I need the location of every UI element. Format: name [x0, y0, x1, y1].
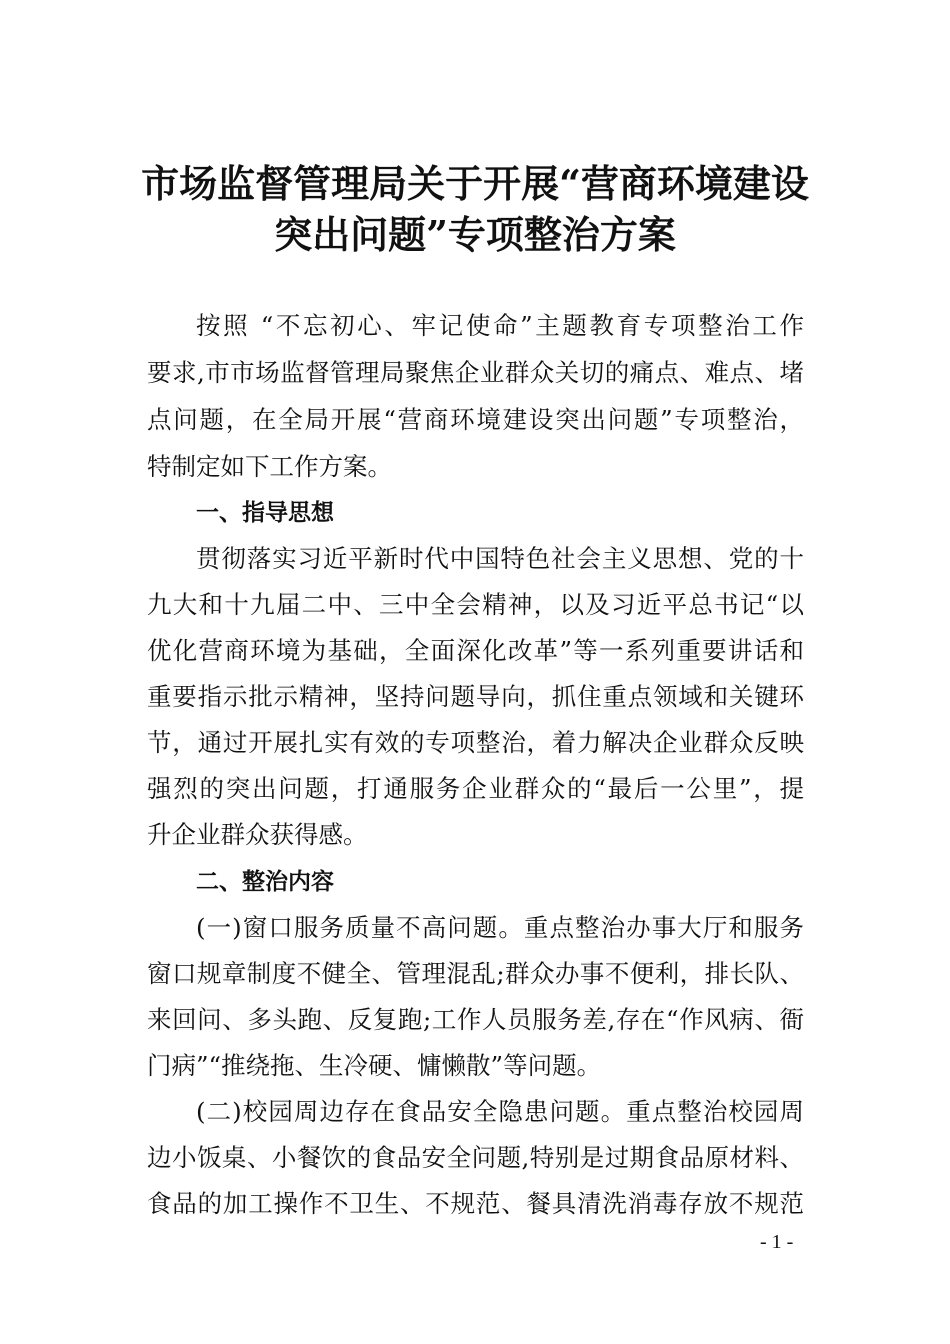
intro-line: 要求,市市场监督管理局聚焦企业群众关切的痛点、难点、堵 [147, 358, 804, 387]
item-1-line: 窗口规章制度不健全、管理混乱;群众办事不便利，排长队、 [147, 959, 804, 988]
section-1-line: 升企业群众获得感。 [147, 820, 368, 849]
item-2-line: (二)校园周边存在食品安全隐患问题。重点整治校园周 [196, 1097, 804, 1126]
intro-line: 特制定如下工作方案。 [147, 452, 392, 481]
item-2-line: 食品的加工操作不卫生、不规范、餐具清洗消毒存放不规范 [147, 1189, 804, 1218]
item-1-line: 来回问、多头跑、反复跑;工作人员服务差,存在“作风病、衙 [147, 1005, 804, 1034]
section-1-line: 九大和十九届二中、三中全会精神，以及习近平总书记“以 [147, 590, 804, 619]
section-2-heading: 二、整治内容 [196, 869, 334, 895]
document-title-line-1: 市场监督管理局关于开展“营商环境建设 [141, 161, 809, 206]
section-1-line: 节，通过开展扎实有效的专项整治，着力解决企业群众反映 [147, 728, 804, 757]
document-title-line-2: 突出问题”专项整治方案 [274, 212, 676, 257]
item-1-line: (一)窗口服务质量不高问题。重点整治办事大厅和服务 [196, 913, 804, 942]
intro-line: 按照 “不忘初心、牢记使命”主题教育专项整治工作 [196, 311, 804, 340]
intro-line: 点问题，在全局开展“营商环境建设突出问题”专项整治， [147, 405, 804, 434]
item-1-line: 门病”“推绕拖、生冷硬、慵懒散”等问题。 [147, 1051, 602, 1080]
item-2-line: 边小饭桌、小餐饮的食品安全问题,特别是过期食品原材料、 [147, 1143, 804, 1172]
page-number: - 1 - [760, 1231, 794, 1253]
section-1-heading: 一、指导思想 [196, 500, 334, 526]
section-1-line: 贯彻落实习近平新时代中国特色社会主义思想、党的十 [196, 544, 804, 573]
section-1-line: 强烈的突出问题，打通服务企业群众的“最后一公里”，提 [147, 774, 804, 803]
section-1-line: 优化营商环境为基础，全面深化改革”等一系列重要讲话和 [147, 636, 804, 665]
section-1-line: 重要指示批示精神，坚持问题导向，抓住重点领域和关键环 [147, 682, 804, 711]
